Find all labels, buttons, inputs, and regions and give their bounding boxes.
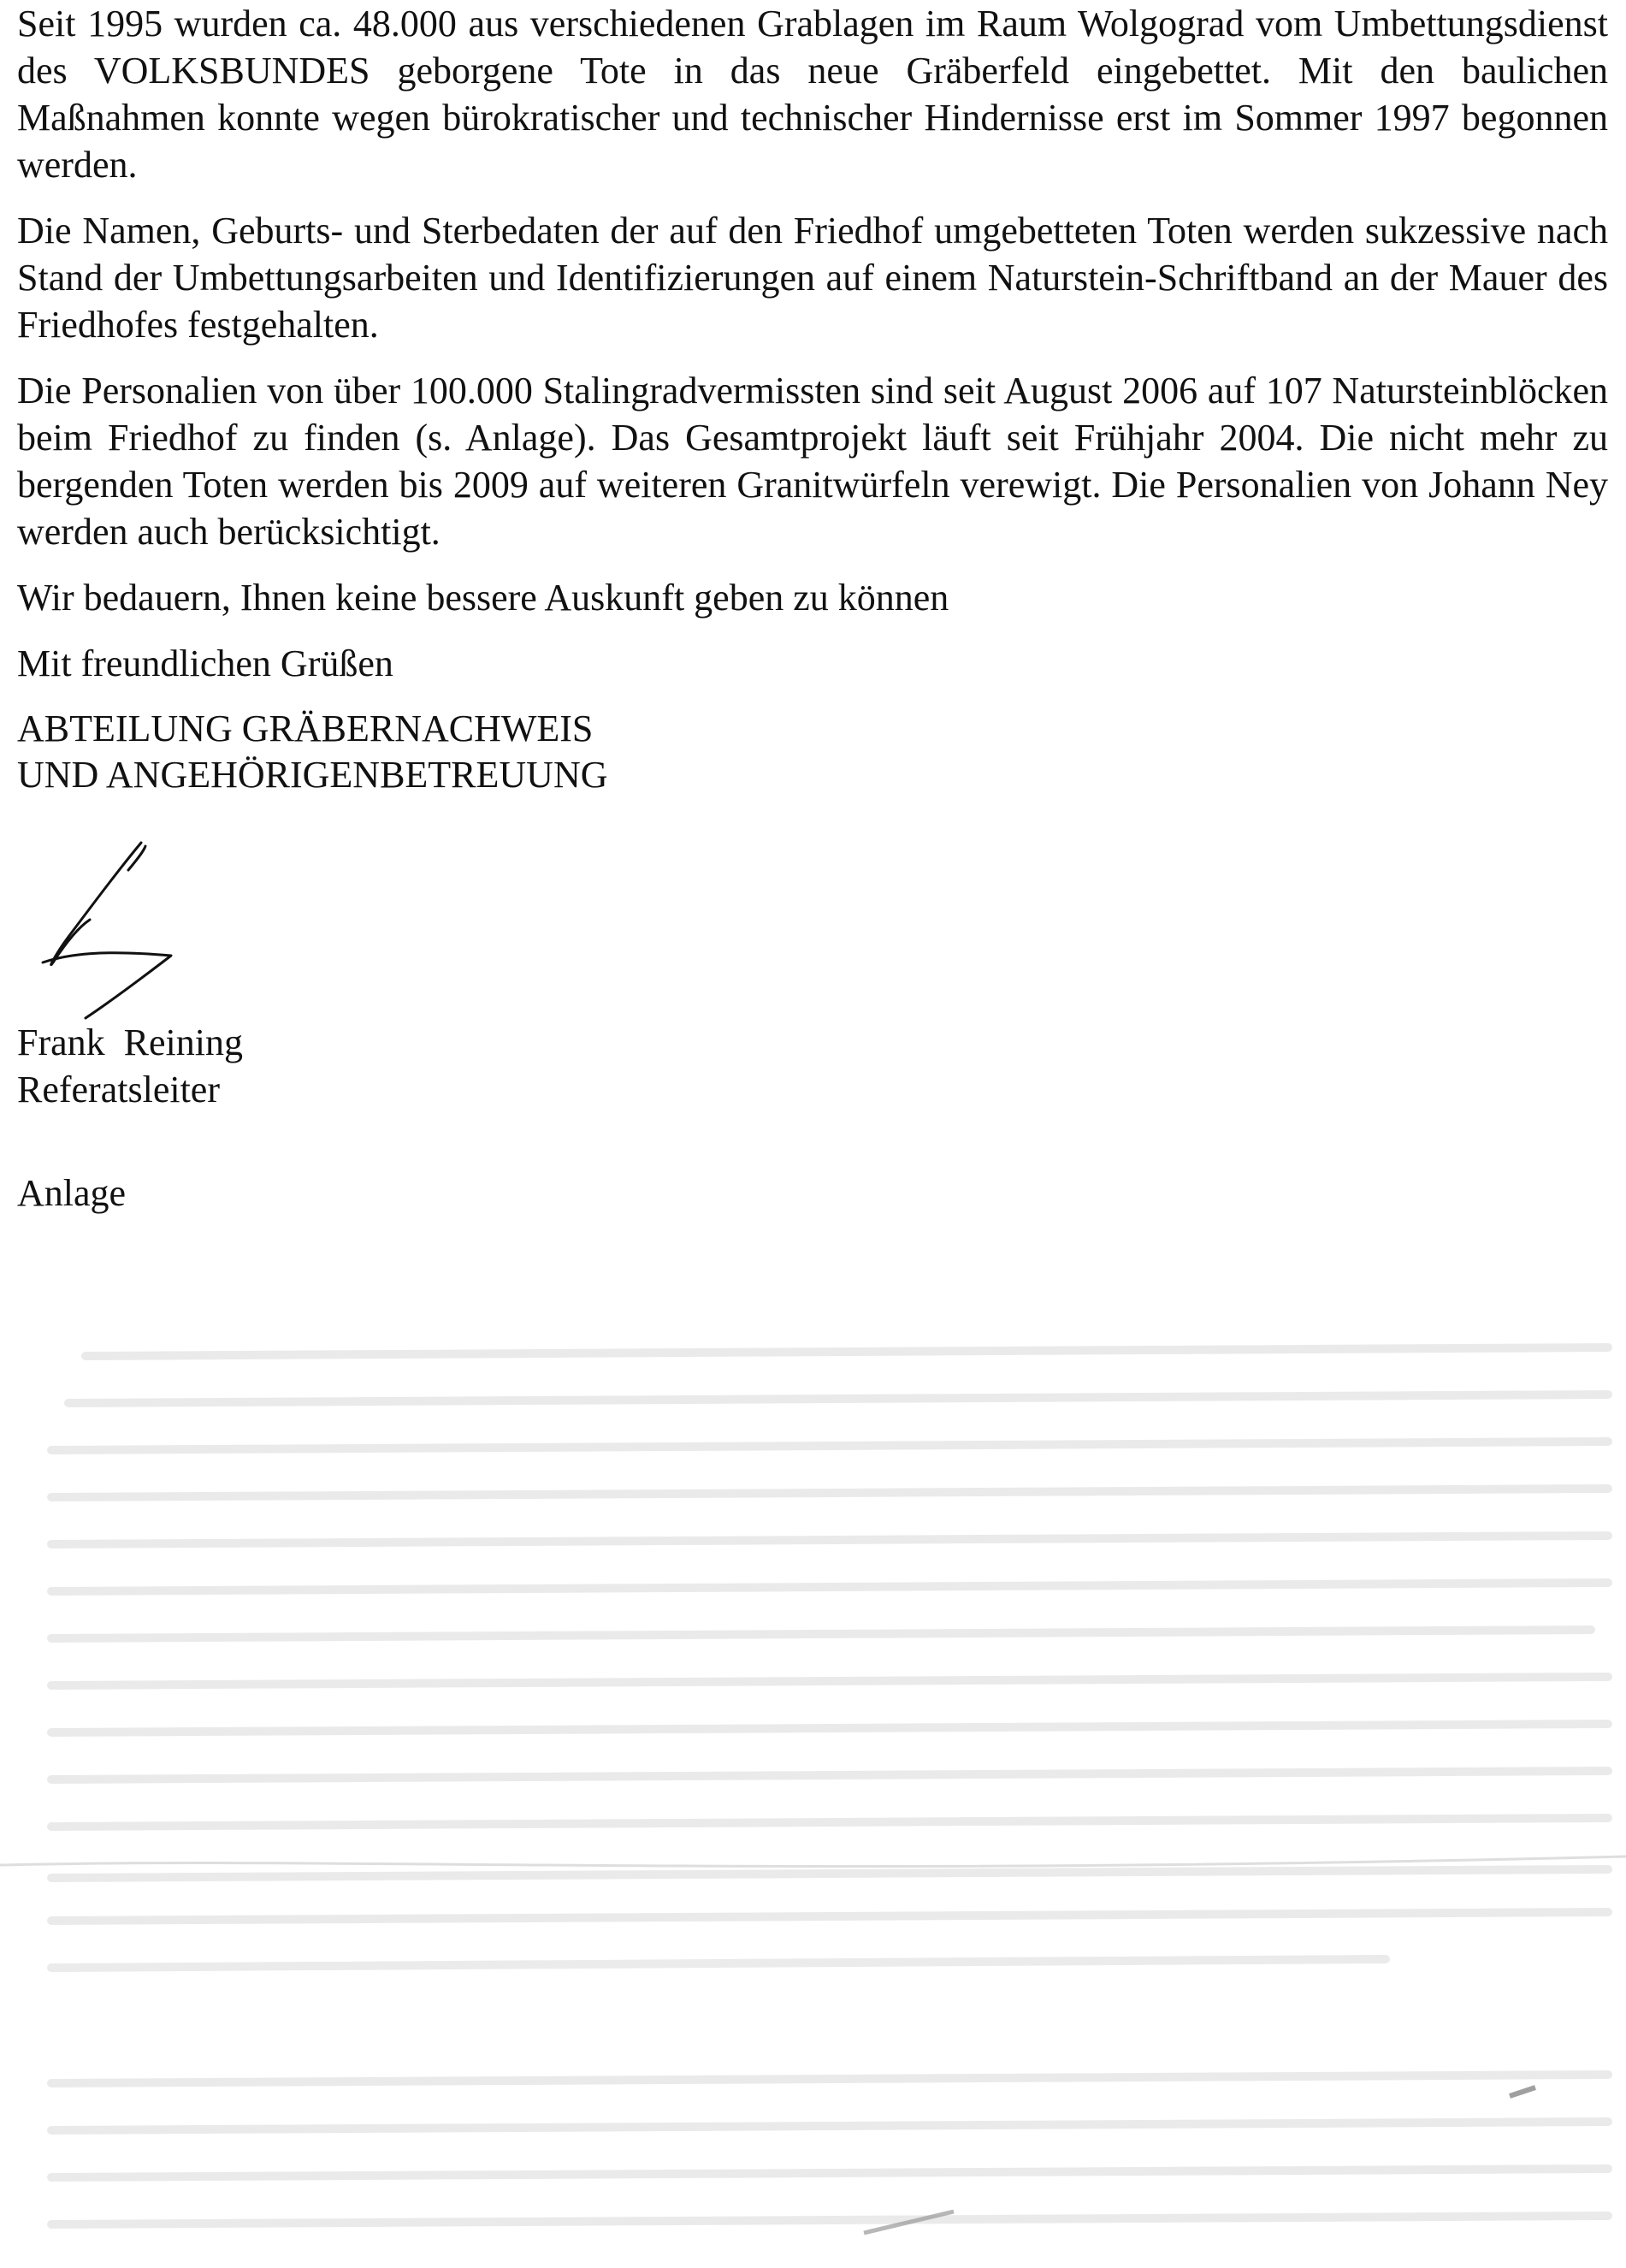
signer-name: Frank Reining bbox=[17, 1021, 243, 1063]
department-block bbox=[17, 706, 1617, 798]
department-line-2: UND ANGEHÖRIGENBETREUUNG bbox=[17, 754, 608, 796]
paragraph-2: Die Namen, Geburts- und Sterbedaten der auf den Friedhof umgebetteten Toten werden sukzessive nach Stand der Umbettungsarbeiten und Identifizierungen auf einem Naturstein-Schriftband an der Mauer des Friedhofes festgehalten. bbox=[17, 210, 1608, 346]
signer-title: Referatsleiter bbox=[17, 1069, 220, 1110]
sender-block bbox=[17, 1019, 243, 1113]
paragraph-3: Die Personalien von über 100.000 Stalingradvermissten sind seit August 2006 auf 107 Natursteinblöcken beim Friedhof zu finden (s. Anlage). Das Gesamtprojekt läuft seit Frühjahr 2004. Die nicht mehr zu bergenden Toten werden bis 2009 auf weiteren Granitwürfeln verewigt. Die Personalien von Johann Ney werden auch berücksichtigt. bbox=[17, 370, 1608, 553]
enclosure-note: Anlage bbox=[17, 1172, 127, 1214]
closing-line: Mit freundlichen Grüßen bbox=[17, 643, 393, 684]
handwritten-signature bbox=[17, 834, 274, 1022]
department-line-1: ABTEILUNG GRÄBERNACHWEIS bbox=[17, 708, 594, 749]
letter-body bbox=[17, 0, 1617, 817]
paragraph-1: Seit 1995 wurden ca. 48.000 aus verschiedenen Grablagen im Raum Wolgograd vom Umbettungsdienst des VOLKSBUNDES geborgene Tote in das neue Gräberfeld eingebettet. Mit den baulichen Maßnahmen konnte wegen bürokratischer und technischer Hindernisse erst im Sommer 1997 begonnen werden. bbox=[17, 3, 1608, 186]
regret-line: Wir bedauern, Ihnen keine bessere Auskunft geben zu können bbox=[17, 577, 949, 619]
